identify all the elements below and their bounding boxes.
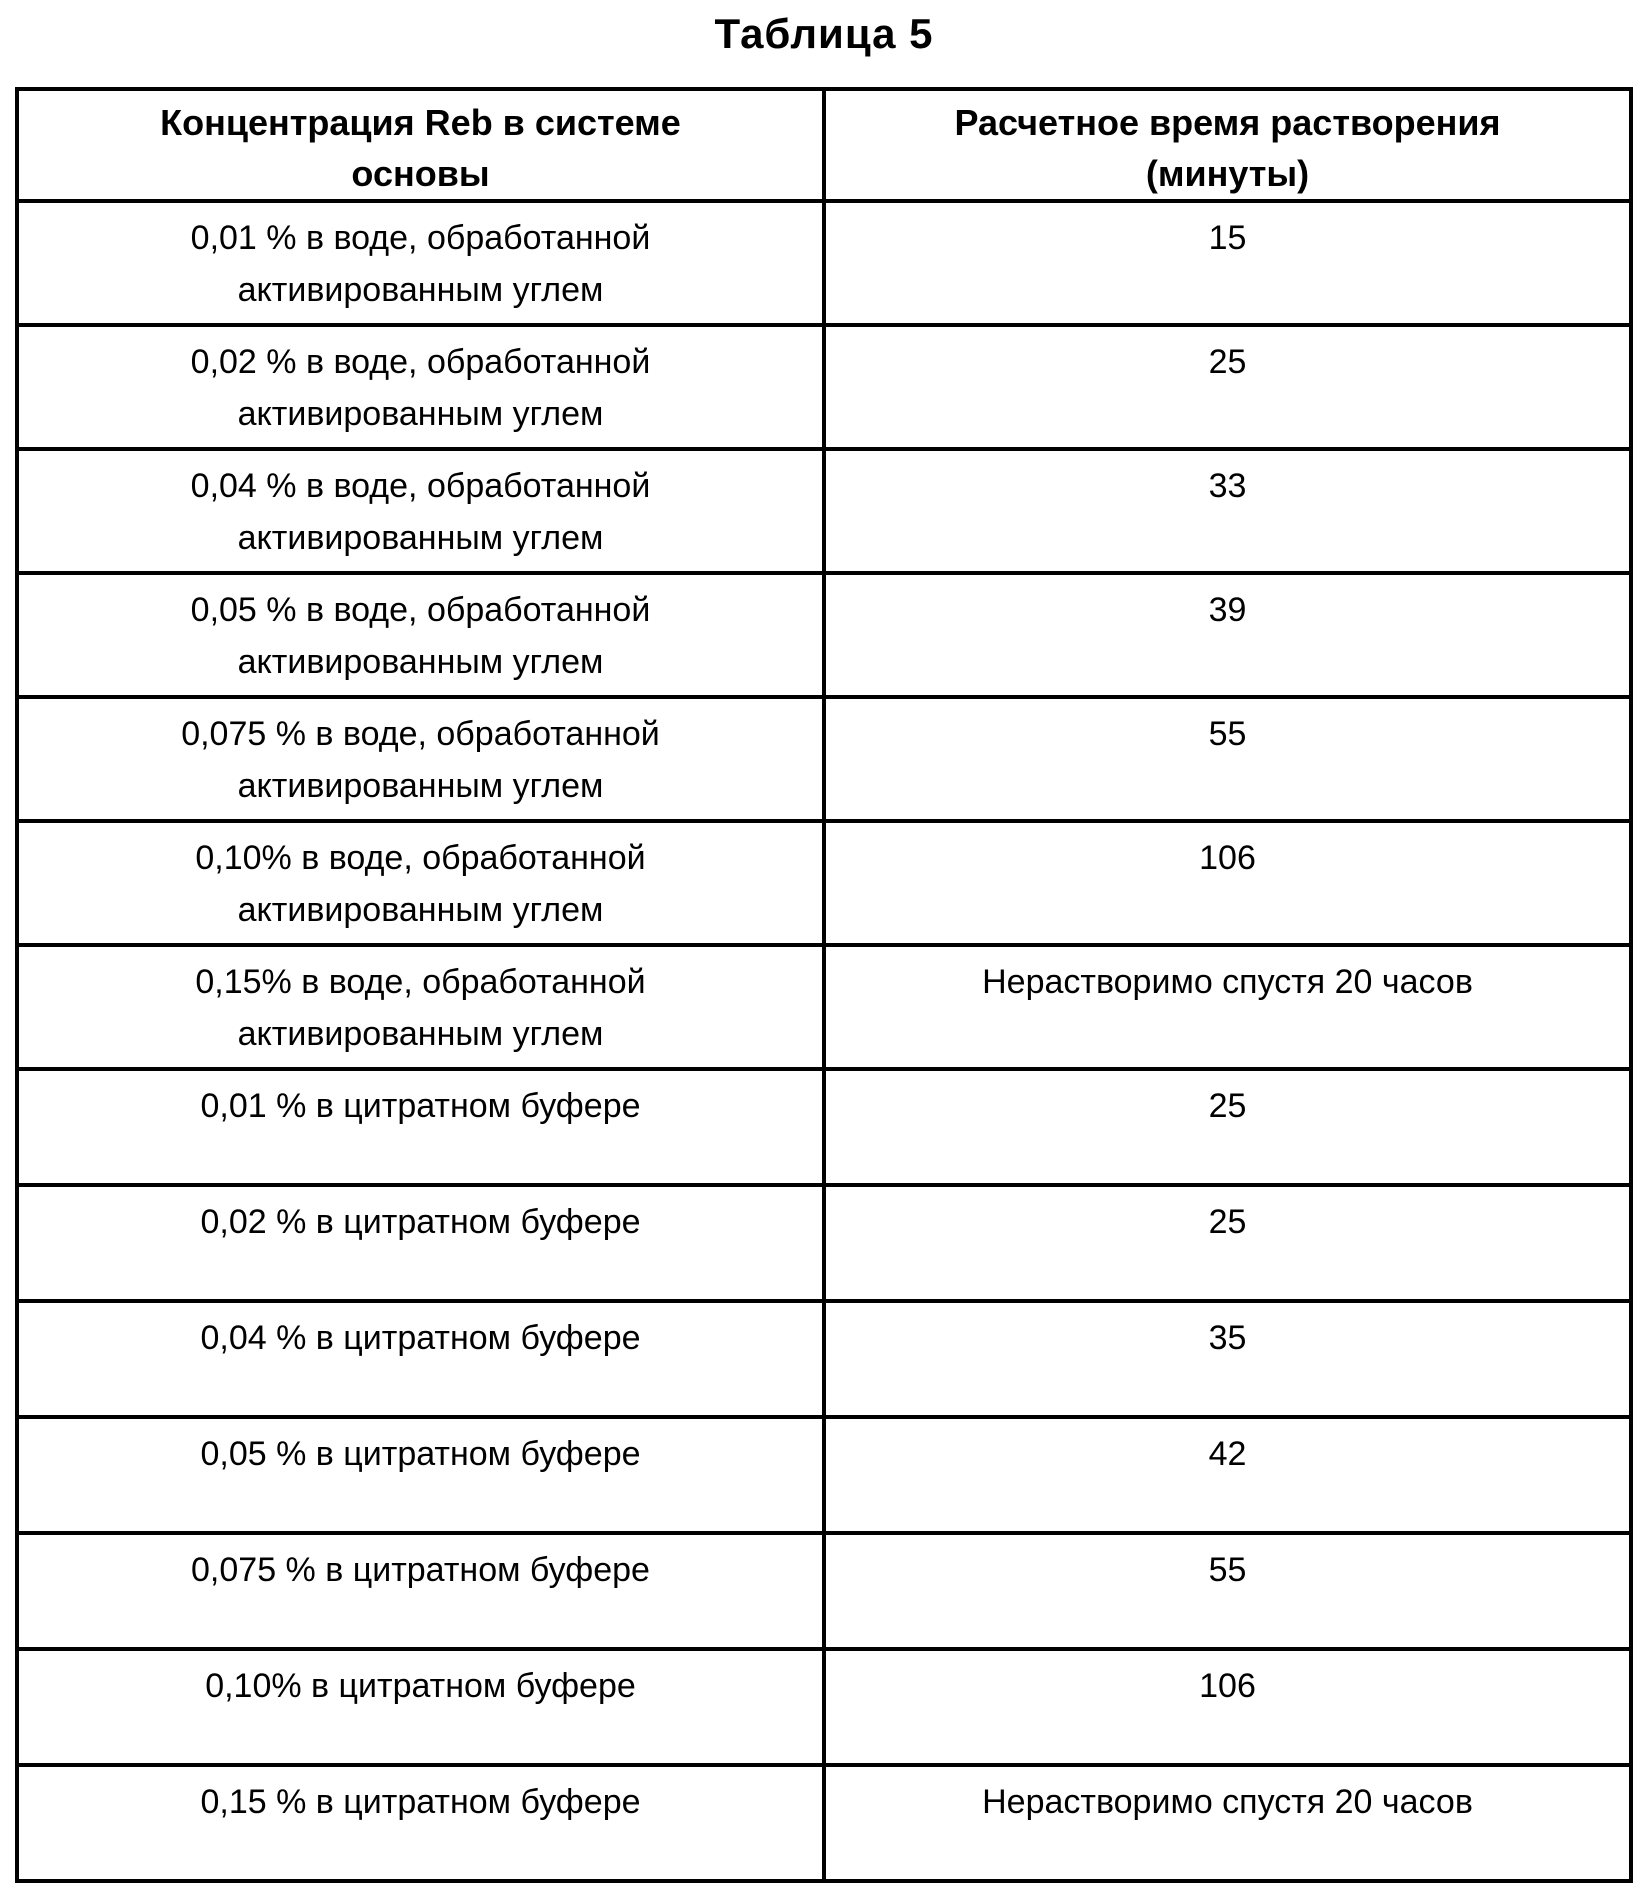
table-row bbox=[17, 1649, 1631, 1765]
table-row bbox=[17, 1417, 1631, 1533]
concentration-cell: 0,01 % в воде, обработанной активированным углем bbox=[17, 201, 824, 325]
table-row bbox=[17, 697, 1631, 821]
header-row bbox=[17, 89, 1631, 201]
concentration-cell: 0,075 % в воде, обработанной активированным углем bbox=[17, 697, 824, 821]
time-cell: 106 bbox=[824, 1649, 1631, 1765]
concentration-cell: 0,10% в цитратном буфере bbox=[17, 1649, 824, 1765]
concentration-cell: 0,05 % в воде, обработанной активированным углем bbox=[17, 573, 824, 697]
header-concentration: Концентрация Reb в системе основы bbox=[17, 89, 824, 201]
time-cell: 33 bbox=[824, 449, 1631, 573]
table-row bbox=[17, 1185, 1631, 1301]
table-row bbox=[17, 449, 1631, 573]
time-cell: 35 bbox=[824, 1301, 1631, 1417]
time-cell: 42 bbox=[824, 1417, 1631, 1533]
concentration-cell: 0,10% в воде, обработанной активированным углем bbox=[17, 821, 824, 945]
table-row bbox=[17, 573, 1631, 697]
concentration-cell: 0,01 % в цитратном буфере bbox=[17, 1069, 824, 1185]
time-cell: 39 bbox=[824, 573, 1631, 697]
table-row bbox=[17, 945, 1631, 1069]
time-cell: 106 bbox=[824, 821, 1631, 945]
time-cell: 25 bbox=[824, 325, 1631, 449]
table-row bbox=[17, 1765, 1631, 1881]
concentration-cell: 0,04 % в воде, обработанной активированным углем bbox=[17, 449, 824, 573]
concentration-cell: 0,15 % в цитратном буфере bbox=[17, 1765, 824, 1881]
concentration-cell: 0,075 % в цитратном буфере bbox=[17, 1533, 824, 1649]
concentration-cell: 0,02 % в воде, обработанной активированным углем bbox=[17, 325, 824, 449]
concentration-cell: 0,04 % в цитратном буфере bbox=[17, 1301, 824, 1417]
table-row bbox=[17, 1301, 1631, 1417]
concentration-cell: 0,05 % в цитратном буфере bbox=[17, 1417, 824, 1533]
time-cell: 15 bbox=[824, 201, 1631, 325]
table-row bbox=[17, 201, 1631, 325]
table-row bbox=[17, 1533, 1631, 1649]
concentration-cell: 0,02 % в цитратном буфере bbox=[17, 1185, 824, 1301]
table-title: Таблица 5 bbox=[714, 10, 934, 57]
time-cell: 55 bbox=[824, 1533, 1631, 1649]
time-cell: Нерастворимо спустя 20 часов bbox=[824, 1765, 1631, 1881]
dissolution-table bbox=[15, 87, 1633, 1883]
time-cell: Нерастворимо спустя 20 часов bbox=[824, 945, 1631, 1069]
time-cell: 55 bbox=[824, 697, 1631, 821]
time-cell: 25 bbox=[824, 1185, 1631, 1301]
concentration-cell: 0,15% в воде, обработанной активированным углем bbox=[17, 945, 824, 1069]
header-time: Расчетное время растворения (минуты) bbox=[824, 89, 1631, 201]
table-row bbox=[17, 1069, 1631, 1185]
table-row bbox=[17, 325, 1631, 449]
time-cell: 25 bbox=[824, 1069, 1631, 1185]
table-row bbox=[17, 821, 1631, 945]
